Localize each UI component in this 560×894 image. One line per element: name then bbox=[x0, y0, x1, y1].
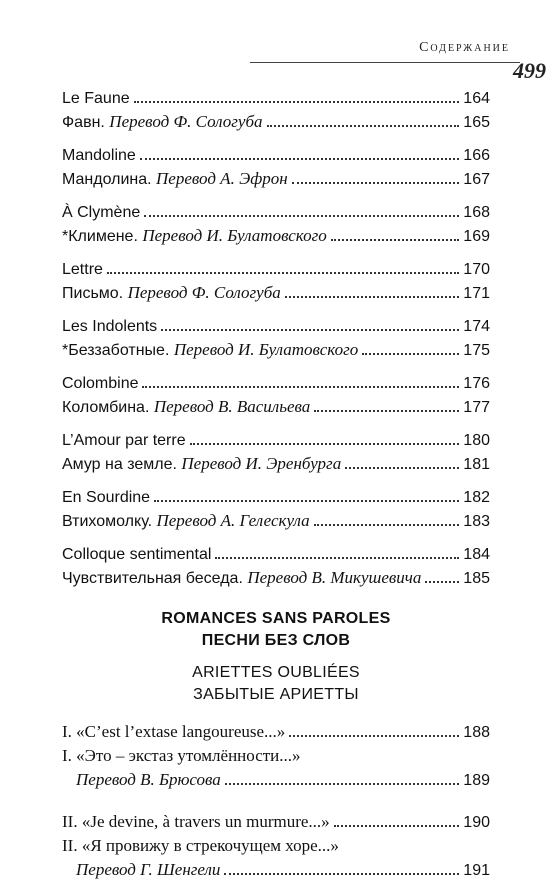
leader-dots bbox=[292, 182, 460, 184]
leader-dots bbox=[154, 500, 459, 502]
section-title-ru: ПЕСНИ БЕЗ СЛОВ bbox=[201, 632, 351, 649]
poem-title-ru: II. «Я провижу в стрекочущем хоре...» bbox=[62, 836, 339, 855]
entry-title: Фавн. Перевод Ф. Сологуба bbox=[62, 112, 263, 131]
toc-entry bbox=[62, 257, 490, 281]
leader-dots bbox=[314, 524, 460, 526]
entry-page: 175 bbox=[463, 342, 490, 359]
toc-group bbox=[62, 428, 490, 476]
subsection-title-fr: ARIETTES OUBLIÉES bbox=[192, 664, 360, 681]
entry-page: 184 bbox=[463, 546, 490, 563]
entry-page: 167 bbox=[463, 171, 490, 188]
poem-title-ru: I. «Это – экстаз утомлённости...» bbox=[62, 746, 301, 765]
poem-entry bbox=[62, 810, 490, 882]
entry-page: 168 bbox=[463, 204, 490, 221]
toc-entry bbox=[62, 452, 490, 476]
entry-page: 189 bbox=[463, 772, 490, 789]
entry-title: Lettre bbox=[62, 261, 103, 278]
poem-translator bbox=[62, 858, 490, 882]
entry-title: Перевод В. Брюсова bbox=[76, 770, 221, 789]
toc-entry bbox=[62, 86, 490, 110]
leader-dots bbox=[161, 329, 459, 331]
leader-dots bbox=[190, 443, 460, 445]
entry-title: Чувствительная беседа. Перевод В. Микушевича bbox=[62, 568, 422, 587]
leader-dots bbox=[289, 735, 459, 737]
entry-title: Les Indolents bbox=[62, 318, 158, 335]
entry-page: 164 bbox=[463, 90, 490, 107]
entry-title: *Климене. Перевод И. Булатовского bbox=[62, 226, 327, 245]
entry-title: Mandoline bbox=[62, 147, 136, 164]
entry-page: 170 bbox=[463, 261, 490, 278]
entry-page: 174 bbox=[463, 318, 490, 335]
leader-dots bbox=[140, 158, 459, 160]
entry-page: 180 bbox=[463, 432, 490, 449]
toc-group bbox=[62, 86, 490, 134]
toc-entry bbox=[62, 542, 490, 566]
toc-entry bbox=[62, 143, 490, 167]
toc-group bbox=[62, 200, 490, 248]
entry-title: Мандолина. Перевод А. Эфрон bbox=[62, 169, 288, 188]
page-number: 499 bbox=[513, 58, 546, 83]
entry-page: 181 bbox=[463, 456, 490, 473]
entry-title: En Sourdine bbox=[62, 489, 151, 506]
toc-group bbox=[62, 257, 490, 305]
entry-page: 190 bbox=[463, 814, 490, 831]
leader-dots bbox=[362, 353, 459, 355]
poem-entry bbox=[62, 720, 490, 792]
leader-dots bbox=[144, 215, 459, 217]
leader-dots bbox=[142, 386, 459, 388]
leader-dots bbox=[314, 410, 459, 412]
toc-entry bbox=[62, 167, 490, 191]
toc-entry bbox=[62, 566, 490, 590]
leader-dots bbox=[267, 125, 460, 127]
entry-page: 176 bbox=[463, 375, 490, 392]
toc-group bbox=[62, 143, 490, 191]
leader-dots bbox=[224, 873, 459, 875]
entry-title: L’Amour par terre bbox=[62, 432, 186, 449]
poem-translator bbox=[62, 768, 490, 792]
entry-page: 166 bbox=[463, 147, 490, 164]
toc-group bbox=[62, 314, 490, 362]
toc-entry bbox=[62, 281, 490, 305]
poem-title-fr bbox=[62, 720, 490, 744]
entry-page: 191 bbox=[463, 862, 490, 879]
leader-dots bbox=[425, 581, 459, 583]
entry-title: Письмо. Перевод Ф. Сологуба bbox=[62, 283, 281, 302]
entry-title: Амур на земле. Перевод И. Эренбурга bbox=[62, 454, 342, 473]
entry-title: Colloque sentimental bbox=[62, 546, 212, 563]
poem-list bbox=[62, 720, 490, 882]
entry-page: 183 bbox=[463, 513, 490, 530]
leader-dots bbox=[134, 101, 460, 103]
entry-title: À Clymène bbox=[62, 204, 141, 221]
entry-page: 177 bbox=[463, 399, 490, 416]
toc-entry bbox=[62, 428, 490, 452]
toc-group bbox=[62, 542, 490, 590]
entry-title: Перевод Г. Шенгели bbox=[76, 860, 221, 879]
header-rule bbox=[250, 62, 520, 63]
leader-dots bbox=[285, 296, 460, 298]
table-of-contents bbox=[62, 86, 490, 894]
toc-group bbox=[62, 485, 490, 533]
entry-title: *Беззаботные. Перевод И. Булатовского bbox=[62, 340, 359, 359]
entry-title: I. «C’est l’extase langoureuse...» bbox=[62, 722, 286, 741]
poem-title-fr bbox=[62, 810, 490, 834]
leader-dots bbox=[215, 557, 459, 559]
toc-entry bbox=[62, 485, 490, 509]
toc-entry bbox=[62, 110, 490, 134]
entry-page: 185 bbox=[463, 570, 490, 587]
leader-dots bbox=[331, 239, 460, 241]
entry-title: Le Faune bbox=[62, 90, 130, 107]
entry-page: 171 bbox=[463, 285, 490, 302]
running-head: Содержание bbox=[419, 40, 510, 55]
leader-dots bbox=[334, 825, 460, 827]
section-title-fr: ROMANCES SANS PAROLES bbox=[161, 610, 391, 627]
leader-dots bbox=[107, 272, 459, 274]
leader-dots bbox=[345, 467, 459, 469]
subsection-title-ru: ЗАБЫТЫЕ АРИЕТТЫ bbox=[193, 686, 359, 703]
toc-entry bbox=[62, 338, 490, 362]
toc-entry bbox=[62, 224, 490, 248]
toc-group bbox=[62, 371, 490, 419]
leader-dots bbox=[225, 783, 460, 785]
toc-entry bbox=[62, 395, 490, 419]
entry-page: 182 bbox=[463, 489, 490, 506]
toc-entry bbox=[62, 314, 490, 338]
entry-title: Colombine bbox=[62, 375, 139, 392]
entry-title: II. «Je devine, à travers un murmure...» bbox=[62, 812, 330, 831]
entry-page: 165 bbox=[463, 114, 490, 131]
toc-entry bbox=[62, 200, 490, 224]
toc-entry bbox=[62, 371, 490, 395]
toc-entry bbox=[62, 509, 490, 533]
entry-title: Втихомолку. Перевод А. Гелескула bbox=[62, 511, 310, 530]
entry-page: 188 bbox=[463, 724, 490, 741]
entry-title: Коломбина. Перевод В. Васильева bbox=[62, 397, 311, 416]
entry-page: 169 bbox=[463, 228, 490, 245]
